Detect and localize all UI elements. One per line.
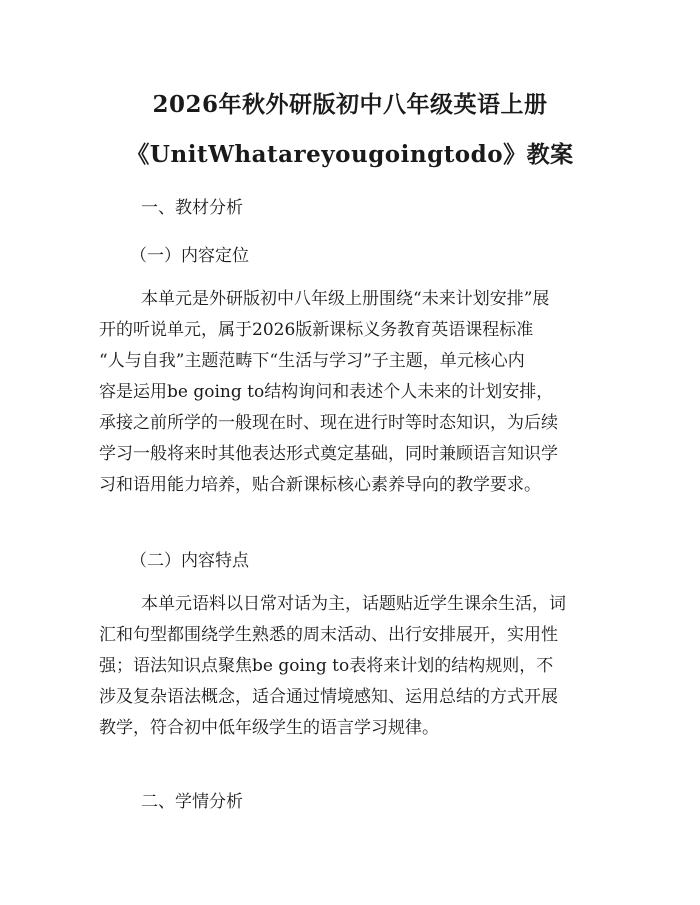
- subheading-content-positioning: （一）内容定位: [130, 246, 249, 266]
- section-heading-textbook-analysis: 一、教材分析: [141, 198, 243, 218]
- document-title-line-1: 2026年秋外研版初中八年级英语上册: [152, 91, 548, 118]
- paragraph-content-positioning: [99, 284, 604, 501]
- paragraph-content-features: [99, 589, 604, 744]
- paragraph-line: 习和语用能力培养，贴合新课标核心素养导向的教学要求。: [99, 475, 541, 495]
- paragraph-line: 教学，符合初中低年级学生的语言学习规律。: [99, 718, 439, 738]
- paragraph-line: 汇和句型都围绕学生熟悉的周末活动、出行安排展开，实用性: [99, 625, 558, 645]
- section-heading-learner-analysis: 二、学情分析: [141, 792, 243, 812]
- paragraph-line: 学习一般将来时其他表达形式奠定基础，同时兼顾语言知识学: [99, 444, 558, 464]
- paragraph-line: 强；语法知识点聚焦be going to表将来计划的结构规则，不: [99, 656, 554, 676]
- document-title-line-2: 《UnitWhatareyougoingtodo》教案: [126, 141, 574, 168]
- paragraph-line: 本单元是外研版初中八年级上册围绕“未来计划安排”展: [141, 289, 550, 309]
- paragraph-line: 承接之前所学的一般现在时、现在进行时等时态知识，为后续: [99, 413, 558, 433]
- paragraph-line: 开的听说单元，属于2026版新课标义务教育英语课程标准: [99, 320, 534, 340]
- paragraph-line: “人与自我”主题范畴下“生活与学习”子主题，单元核心内: [99, 351, 525, 371]
- paragraph-line: 本单元语料以日常对话为主，话题贴近学生课余生活，词: [141, 594, 566, 614]
- paragraph-line: 容是运用be going to结构询问和表述个人未来的计划安排，: [99, 382, 554, 402]
- paragraph-line: 涉及复杂语法概念，适合通过情境感知、运用总结的方式开展: [99, 687, 558, 707]
- subheading-content-features: （二）内容特点: [130, 551, 249, 571]
